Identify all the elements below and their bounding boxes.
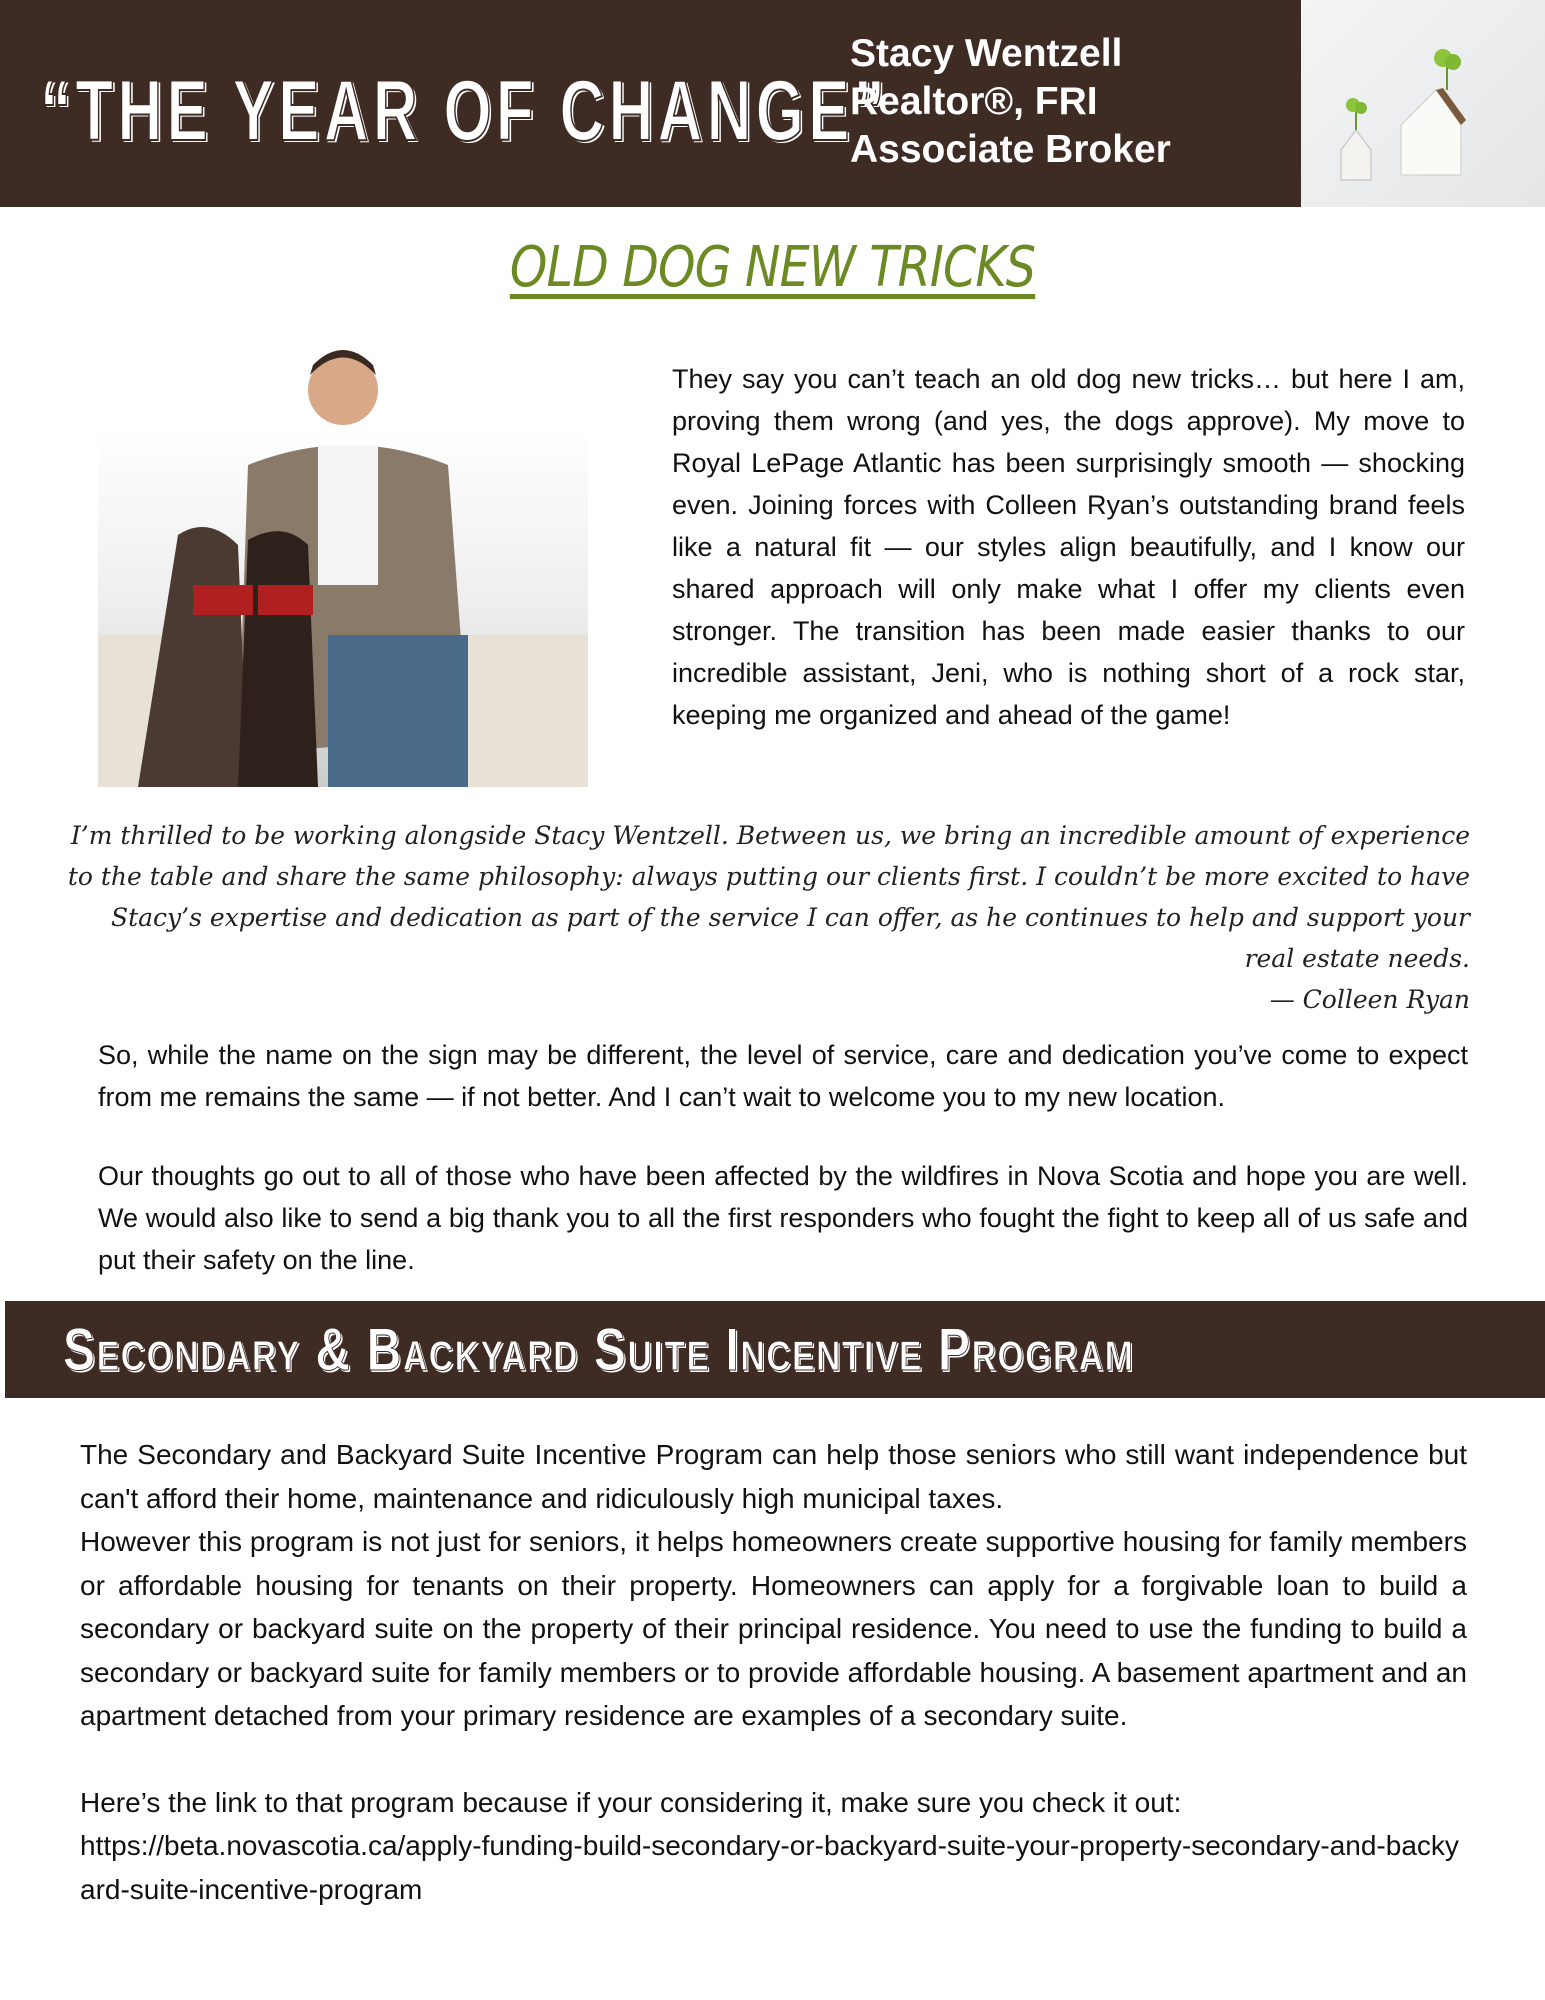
program-paragraph-2: However this program is not just for seniors, it helps homeowners create supportive housing for family members or affordable housing for tenants on their property. Homeowners can apply for a forgivable loan to build a secondary or backyard suite on the property of their principal residence. You need to use the funding to build a secondary or backyard suite for family members or to provide affordable housing. A basement apartment and an apartment detached from your primary residence are examples of a secondary suite. <box>80 1526 1467 1731</box>
newsletter-title: “THE YEAR OF CHANGE” <box>40 63 890 159</box>
houses-with-clovers-image <box>1301 0 1545 207</box>
program-body <box>80 1433 1467 1951</box>
program-paragraph-1: The Secondary and Backyard Suite Incentive Program can help those seniors who still want independence but can't afford their home, maintenance and ridiculously high municipal taxes. <box>80 1439 1467 1514</box>
program-banner <box>5 1301 1545 1398</box>
agent-name: Stacy Wentzell <box>850 32 1123 75</box>
program-title: Secondary & Backyard Suite Incentive Program <box>63 1316 1135 1383</box>
header-banner <box>0 0 1301 207</box>
quote-author: — Colleen Ryan <box>1269 985 1470 1014</box>
program-link[interactable]: https://beta.novascotia.ca/apply-funding-build-secondary-or-backyard-suite-your-property-secondary-and-backyard-suite-incentive-program <box>80 1830 1459 1905</box>
program-link-intro: Here’s the link to that program because if your considering it, make sure you check it out: <box>80 1786 1182 1818</box>
agent-info <box>850 30 1171 174</box>
main-content <box>0 335 1545 1951</box>
agent-credentials: Realtor®, FRI <box>850 80 1098 123</box>
article-paragraph-3: Our thoughts go out to all of those who have been affected by the wildfires in Nova Scotia and hope you are well. We would also like to send a big thank you to all the first responders who fought the fight to keep all of us safe and put their safety on the line. <box>98 1161 1468 1275</box>
article-paragraph-2: So, while the name on the sign may be different, the level of service, care and dedication you’ve come to expect from me remains the same — if not better. And I can’t wait to welcome you to my new location. <box>98 1040 1468 1112</box>
spacer <box>80 1738 1467 1781</box>
agent-role: Associate Broker <box>850 128 1171 171</box>
agent-with-dogs-photo <box>98 335 588 787</box>
article-paragraph-1: They say you can’t teach an old dog new tricks… but here I am, proving them wrong (and yes, the dogs approve). My move to Royal LePage Atlantic has been surprisingly smooth — shocking even. Joining forces with Colleen Ryan’s outstanding brand feels like a natural fit — our styles align beautifully, and I know our shared approach will only make what I offer my clients even stronger. The transition has been made easier thanks to our incredible assistant, Jeni, who is nothing short of a rock star, keeping me organized and ahead of the game! <box>672 364 1465 730</box>
article-title: OLD DOG NEW TRICKS <box>509 235 1036 300</box>
quote-text: I’m thrilled to be working alongside Stacy Wentzell. Between us, we bring an incredible amount of experience to the table and share the same philosophy: always putting our clients first. I couldn’t be more excited to have Stacy’s expertise and dedication as part of the service I can offer, as he continues to help and support your real estate needs. <box>67 821 1470 973</box>
testimonial-quote <box>60 815 1470 1020</box>
intro-row <box>0 335 1545 787</box>
